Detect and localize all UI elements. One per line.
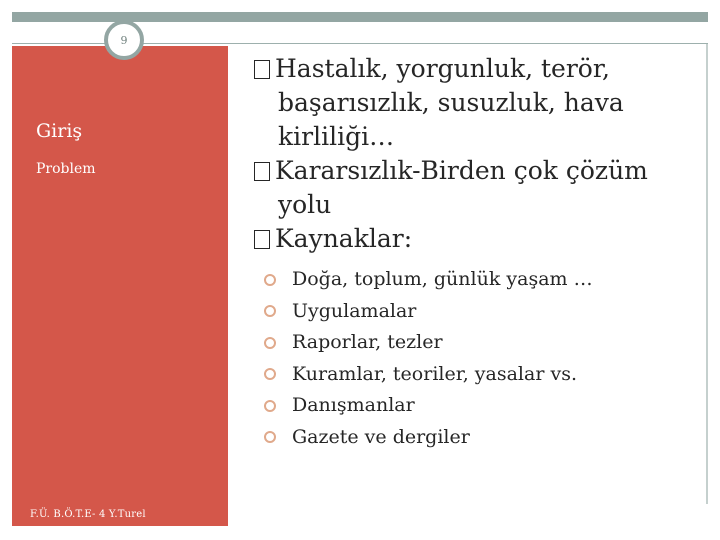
bullet-item xyxy=(254,154,704,222)
sub-bullet-text: Doğa, toplum, günlük yaşam … xyxy=(292,268,593,290)
square-bullet-icon xyxy=(254,60,270,79)
square-bullet-icon xyxy=(254,162,270,181)
bullet-text: Hastalık, yorgunluk, terör, başarısızlık, susuzluk, hava kirliliği… xyxy=(275,54,624,151)
sub-bullet-text: Danışmanlar xyxy=(292,394,415,416)
section-subtitle: Problem xyxy=(36,161,96,177)
square-bullet-icon xyxy=(254,230,270,249)
circle-bullet-icon xyxy=(264,400,276,412)
circle-bullet-icon xyxy=(264,337,276,349)
circle-bullet-icon xyxy=(264,431,276,443)
bullet-item xyxy=(254,52,704,154)
bullet-item xyxy=(254,222,704,256)
circle-bullet-icon xyxy=(264,274,276,286)
bullet-text: Kaynaklar: xyxy=(275,224,413,253)
sub-bullet-item xyxy=(264,327,704,359)
footer-text: F.Ü. B.Ö.T.E- 4 Y.Turel xyxy=(30,509,146,520)
section-title: Giriş xyxy=(36,120,83,142)
sub-bullet-text: Raporlar, tezler xyxy=(292,331,443,353)
sub-bullet-list xyxy=(254,264,704,453)
sub-bullet-text: Kuramlar, teoriler, yasalar vs. xyxy=(292,362,577,385)
sub-bullet-text: Uygulamalar xyxy=(292,299,417,322)
slide-number: 9 xyxy=(104,20,144,60)
right-border xyxy=(706,44,708,504)
sub-bullet-item xyxy=(264,422,704,454)
sub-bullet-item xyxy=(264,390,704,422)
circle-bullet-icon xyxy=(264,305,276,317)
sub-bullet-item xyxy=(264,264,704,296)
sub-bullet-item xyxy=(264,359,704,391)
sidebar-panel xyxy=(12,46,228,526)
sub-bullet-text: Gazete ve dergiler xyxy=(292,425,470,448)
sub-bullet-item xyxy=(264,296,704,328)
circle-bullet-icon xyxy=(264,368,276,380)
slide-content xyxy=(254,52,704,453)
bullet-text: Kararsızlık-Birden çok çözüm yolu xyxy=(275,156,648,219)
